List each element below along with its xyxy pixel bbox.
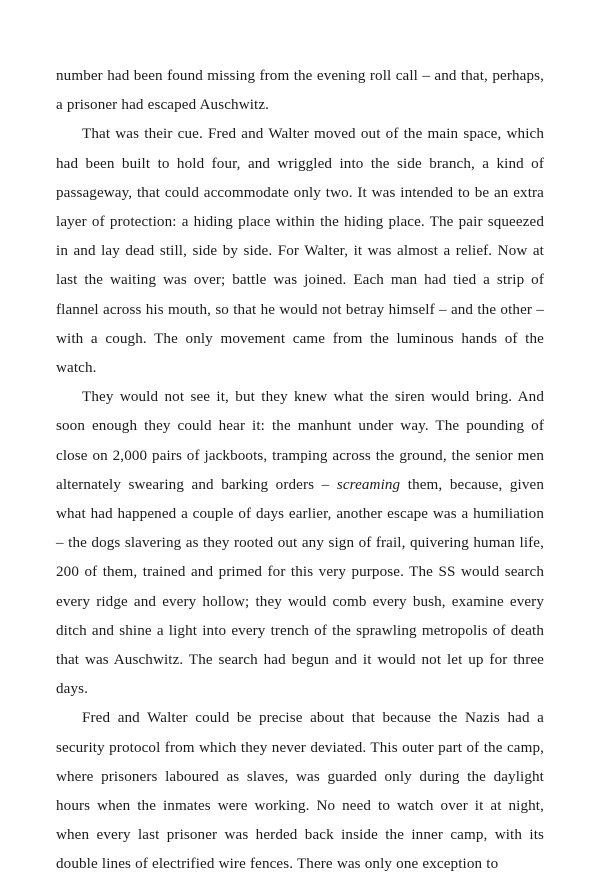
paragraph: They would not see it, but they knew what the siren would bring. And soon enough they could hear it: the manhunt under way. The pounding of close on 2,000 pairs of jackboots, tramping across the ground, the senior men alternately swearing and barking orders – screaming them, because, given what had happened a couple of days earlier, another escape was a humiliation – the dogs slavering as they rooted out any sign of frail, quivering human life, 200 of them, trained and primed for this very purpose. The SS would search every ridge and every hollow; they would comb every bush, examine every ditch and shine a light into every trench of the sprawling metropolis of death that was Auschwitz. The search had begun and it would not let up for three days.: [56, 389, 544, 698]
emphasized-word: screaming: [336, 476, 401, 493]
page-body-text: [56, 62, 544, 880]
paragraph: That was their cue. Fred and Walter moved out of the main space, which had been built to hold four, and wriggled into the side branch, a kind of passageway, that could accommodate only two. It was intended to be an extra layer of protection: a hiding place within the hiding place. The pair squeezed in and lay dead still, side by side. For Walter, it was almost a relief. Now at last the waiting was over; battle was joined. Each man had tied a strip of flannel across his mouth, so that he would not betray himself – and the other – with a cough. The only movement came from the luminous hands of the watch.: [56, 126, 544, 377]
paragraph: Fred and Walter could be precise about that because the Nazis had a security protocol from which they never deviated. This outer part of the camp, where prisoners laboured as slaves, was guarded only during the daylight hours when the inmates were working. No need to watch over it at night, when every last prisoner was herded back inside the inner camp, with its double lines of electrified wire fences. There was only one exception to: [56, 710, 544, 873]
paragraph: number had been found missing from the evening roll call – and that, perhaps, a prisoner had escaped Auschwitz.: [56, 68, 544, 114]
